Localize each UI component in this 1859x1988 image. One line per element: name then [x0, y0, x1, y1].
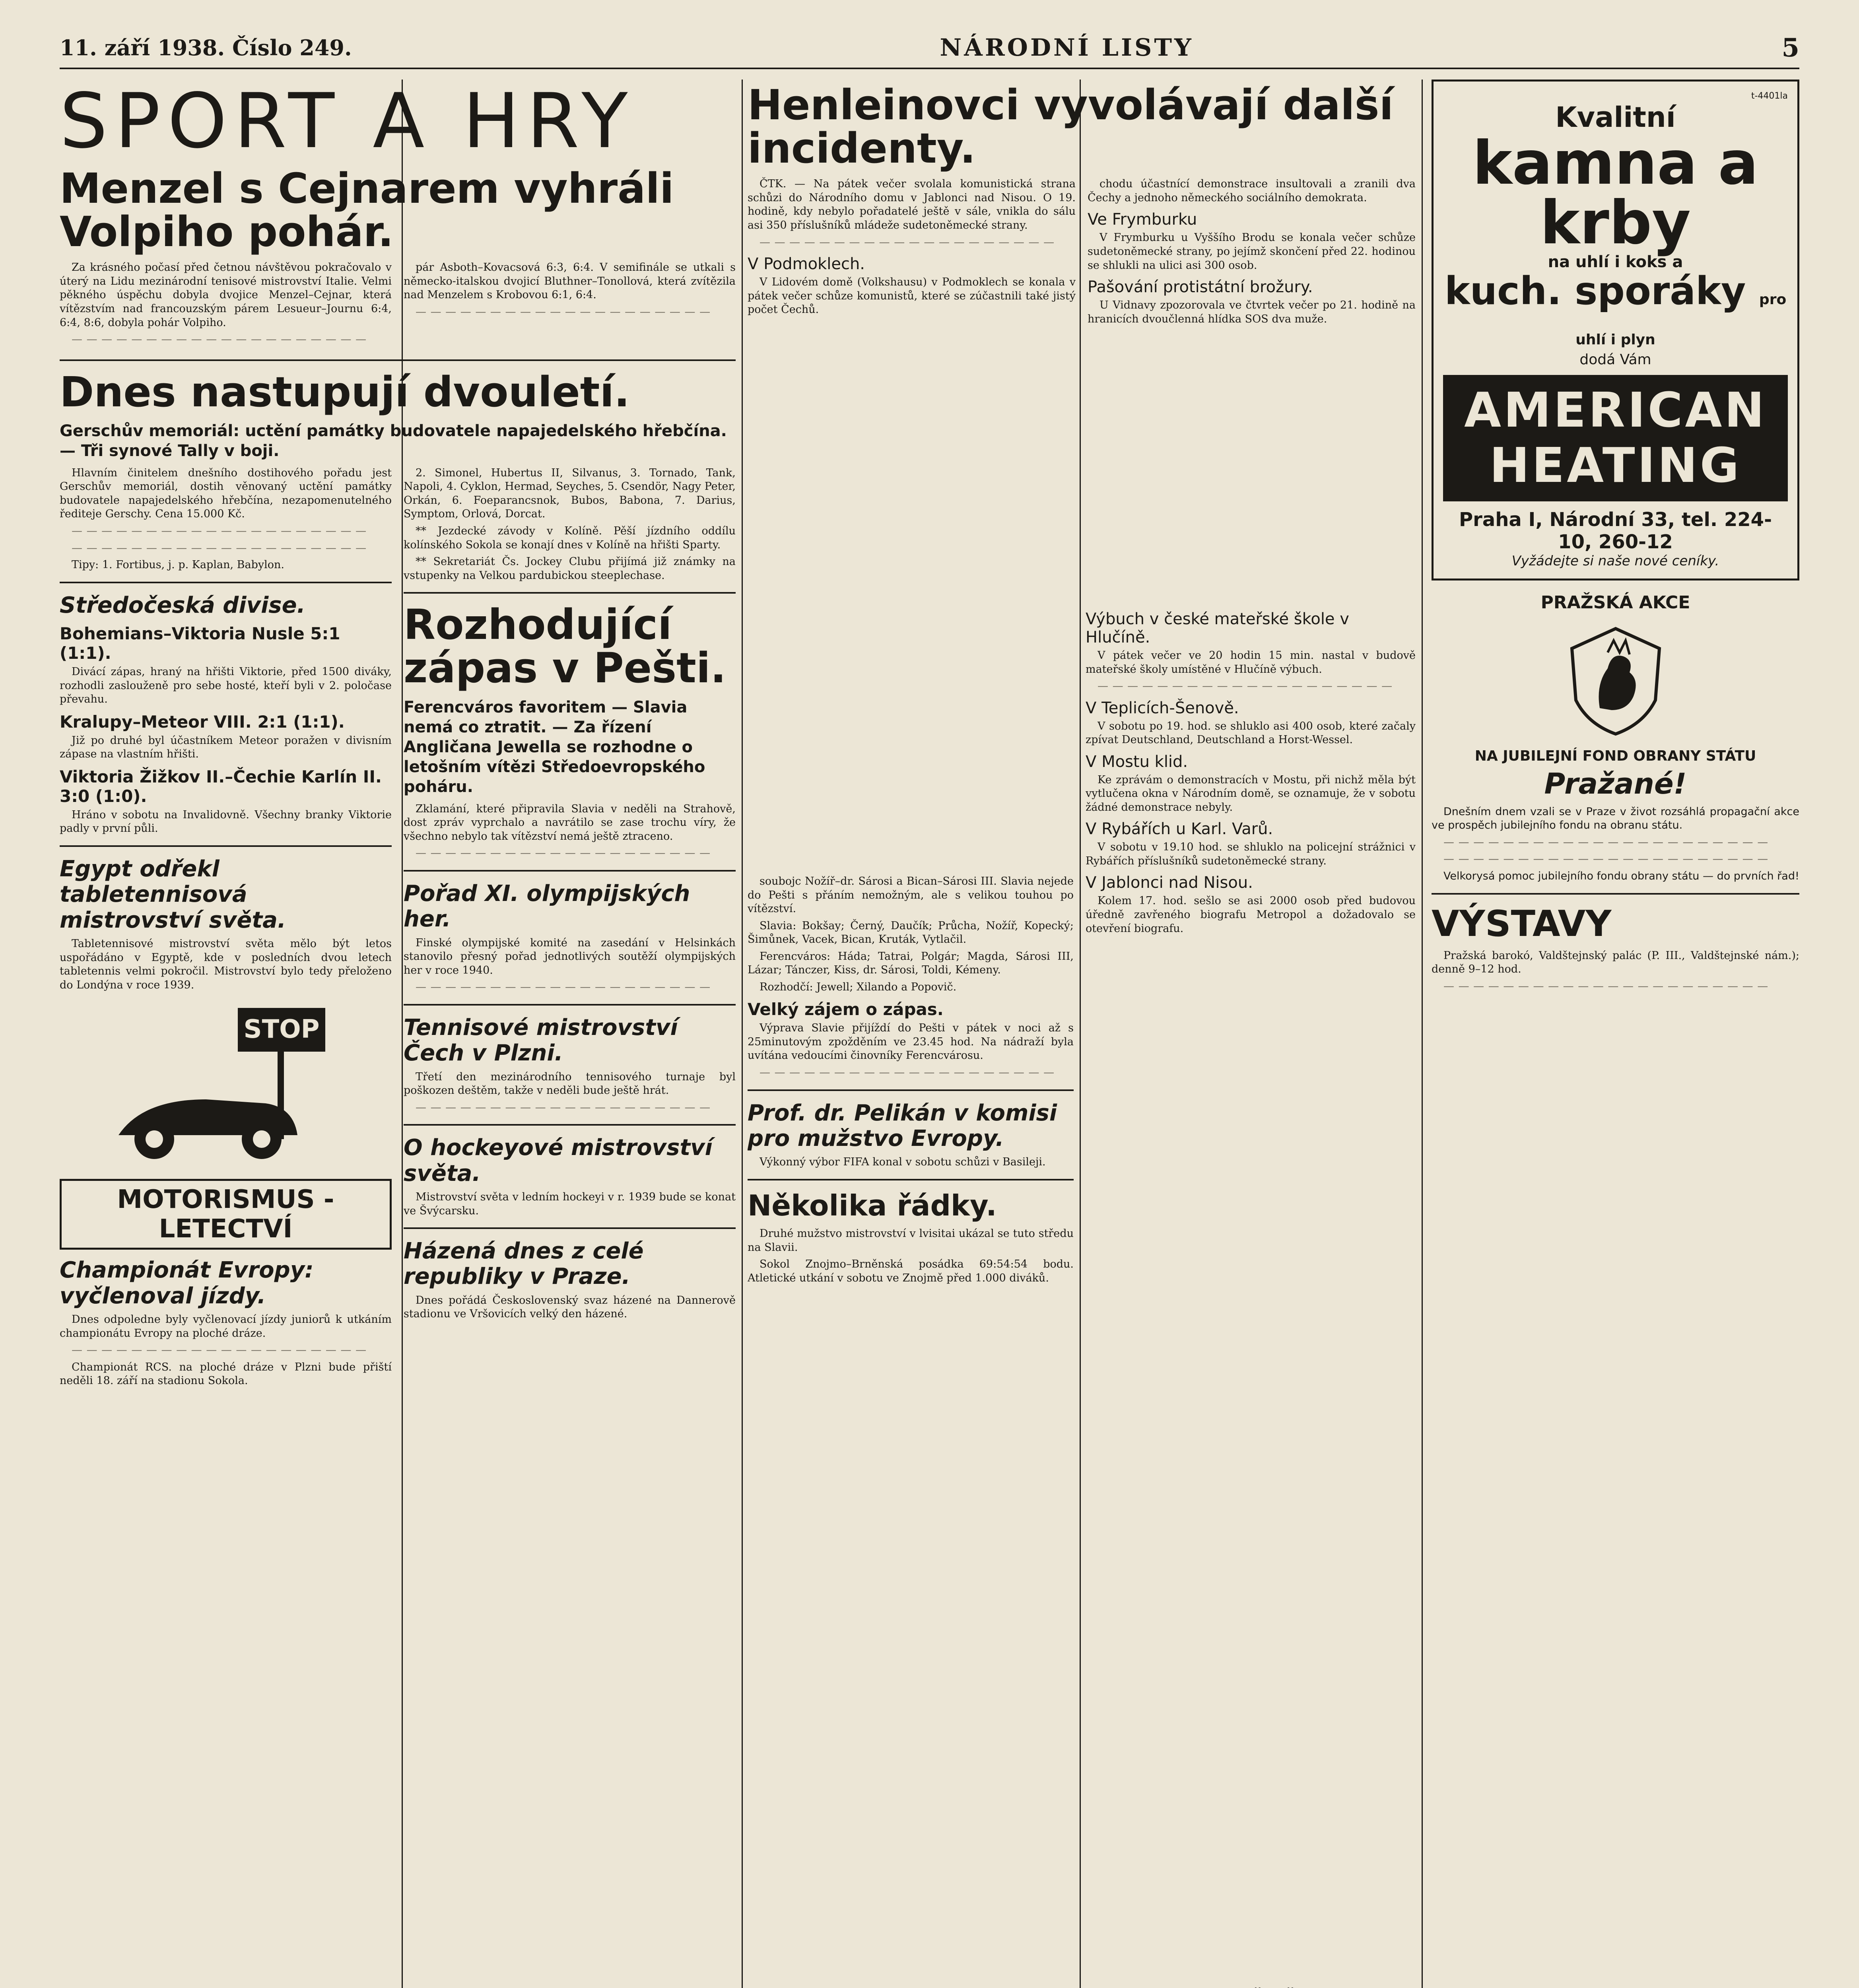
column-5: t-4401la Kvalitní kamna a krby na uhlí i koks a kuch. sporáky pro uhlí i plyn dodá Vám AMERICAN HEATING Praha I, Národní 33, tel. 224-10, 260-12 Vyžádejte si naše nové ceníky. PRAŽSKÁ AKCE NA JUBILEJNÍ FOND OBRANY STÁTU Pražané! Dnešním dnem vzali se v Praze v život rozsáhlá propagační akce ve prospěch jubilejního fondu na obranu státu. — — — — — — — — — — — — — — — — — — — — — — — — — — — — — — — — — — — — — — — — — — — — Velkorysá pomoc jubilejního fondu obrany státu — do prvních řad! VÝSTAVY Pražská barokó, Valdštejnský palác (P. III., Valdštejnské nám.); denně 9–12 hod. — — — — — — — — — — — — — — — — — — — — — — — [1432, 80, 1799, 1980]
column-3: soubojc Nožíř–dr. Sárosi a Bican–Sárosi III. Slavia nejede do Pešti s přáním nemožným, ale s velikou touhou po vítězství. Slavia: Bokšay; Černý, Daučík; Průcha, Nožíř, Kopecký; Šimůnek, Vacek, Bican, Kruták, Vytlačil. Ferencváros: Háda; Tatrai, Polgár; Magda, Sárosi III, Lázar; Tánczer, Kiss, dr. Sárosi, Toldi, Kémeny. Rozhodčí: Jewell; Xilando a Popovič. Velký zájem o zápas. Výprava Slavie přijíždí do Pešti v pátek v noci až s 25minutovým zpožděním ve 23.45 hod. Na nádraží byla uvítána vedoucími činovníky Ferencvárosu. — — — — — — — — — — — — — — — — — — — — Prof. dr. Pelikán v komisi pro mužstvo Evropy. Výkonný výbor FIFA konal v sobotu schůzi v Basileji. Několika řádky. Druhé mužstvo mistrovství v lvisitai ukázal se tuto středu na Slavii. Sokol Znojmo–Brněnská posádka 69:54:54 bodu. Atletické utkání v sobotu ve Znojmě před 1.000 diváků. — [748, 80, 1074, 1988]
article-text: Ke zprávám o demonstracích v Mostu, při nichž měla být vytlučena okna v Národním domě, se oznamuje, že v sobotu žádné demonstrace nebyly. — [1086, 773, 1416, 813]
notice-text: Dnešním dnem vzali se v Praze v život rozsáhlá propagační akce ve prospěch jubilejního fondu na obranu státu. — [1432, 805, 1799, 832]
match-result: Viktoria Žižkov II.–Čechie Karlín II. 3:0 (1:0). — [60, 767, 382, 806]
article-text: Zklamání, které připravila Slavia v neděli na Strahově, dost zpráv vyprchalo a navrátilo se zase trochu víry, že všechno nebylo tak vítězství nemá ještě ztraceno. — [404, 802, 736, 843]
ad-address: Praha I, Národní 33, tel. 224-10, 260-12 — [1459, 508, 1772, 553]
article-text: ČTK. — Na pátek večer svolala komunistická strana schůzi do Národního domu v Jablonci nad Nisou. O 19. hodině, kdy nebylo pořadatelé ještě v sále, vnikla do sálu asi 350 příslušníků mládeže sudetoněmecké strany. — [748, 178, 1076, 232]
ad-line: dodá Vám — [1579, 351, 1651, 368]
issue-date: 11. září 1938. Číslo 249. — [60, 35, 352, 60]
notice-title: PRAŽSKÁ AKCE — [1540, 592, 1690, 613]
article-text: Za krásného počasí před četnou návštěvou pokračovalo v úterý na Lidu mezinárodní tenisové mistrovství Italie. Velmi pěkného úspěchu dobyla dvojice Menzel–Cejnar, která vítězstvím nad francouzským párem Lesueur–Journu 6:4, 6:4, 8:6, dobyla pohár Volpiho. — [60, 261, 392, 329]
page-header — [60, 28, 1799, 69]
article-text: ** Jezdecké závody v Kolíně. Pěší jízdního oddílu kolínského Sokola se konají dnes v Kolíně na hřišti Sparty. — [404, 525, 736, 551]
article-headline: Menzel s Cejnarem vyhráli Volpiho pohár. — [60, 164, 674, 256]
article-headline: Několika řádky. — [748, 1188, 997, 1222]
article-text: 2. Simonel, Hubertus II, Silvanus, 3. Tornado, Tank, Napoli, 4. Cyklon, Hermad, Seyches, 5. Csendör, Nagy Peter, Orkán, 6. Foeparancsnok, Bubos, Babona, 7. Darius, Symptom, Orlová, Dorcat. — [404, 466, 736, 520]
article-headline: Házená dnes z celé republiky v Praze. — [404, 1238, 644, 1290]
american-heating-ad — [1432, 80, 1799, 580]
article-text: pár Asboth–Kovacsová 6:3, 6:4. V semifinále se utkali s německo-italskou dvojicí Bluthner–Tonollová, která zvítězila nad Menzelem s Krobovou 6:1, 6:4. — [404, 261, 736, 301]
defense-fund-notice: PRAŽSKÁ AKCE NA JUBILEJNÍ FOND OBRANY STÁTU Pražané! Dnešním dnem vzali se v Praze v život rozsáhlá propagační akce ve prospěch jubilejního fondu na obranu státu. — — — — — — — — — — — — — — — — — — — — — — — — — — — — — — — — — — — — — — — — — — — — Velkorysá pomoc jubilejního fondu obrany státu — do prvních řad! — [1432, 592, 1799, 883]
article-text: Divácí zápas, hraný na hřišti Viktorie, před 1500 diváky, rozhodli zaslouženě pro sebe hosté, kteří byli v 2. poločase převahu. — [60, 666, 392, 706]
article-text: V pátek večer ve 20 hodin 15 min. nastal v budově mateřské školy umístěné v Hlučíně výbuch. — [1086, 649, 1416, 676]
article-text: Tabletennisové mistrovství světa mělo být letos uspořádáno v Egyptě, kde v posledních dvou letech tabletennis velmi pokročil. Mistrovství bylo tedy přeloženo do Londýna v roce 1939. — [60, 938, 392, 991]
american-heating-logo: AMERICAN HEATING — [1443, 375, 1788, 501]
article-text: V sobotu v 19.10 hod. se shluklo na policejní strážnici v Rybářích příslušníků sudetoněmecké strany. — [1086, 841, 1416, 867]
column-rule — [1422, 80, 1423, 1988]
page-number: 5 — [1781, 33, 1799, 63]
article-text: U Vidnavy zpozorovala ve čtvrtek večer po 21. hodině na hranicích dvoučlenná hlídka SOS dva muže. — [1088, 299, 1416, 325]
section-subhead: Ve Frymburku — [1088, 210, 1197, 229]
article-headline: Henleinovci vyvolávají další incidenty. — [748, 81, 1394, 173]
article-subhead: Gerschův memoriál: uctění památky budovatele napajedelského hřebčína. — Tři synové Tally v boji. — [60, 421, 727, 460]
notice-text: Velkorysá pomoc jubilejního fondu obrany státu — do prvních řad! — [1443, 870, 1799, 882]
ad-line: kamna a krby — [1472, 129, 1758, 258]
article-text: Finské olympijské komité na zasedání v Helsinkách stanovilo přesný pořad jednotlivých soutěží olympijských her v roce 1940. — [404, 936, 736, 977]
stop-sign-car-illustration — [107, 1000, 345, 1175]
article-headline: Rozhodující zápas v Pešti. — [404, 600, 726, 693]
section-subhead: V Rybářích u Karl. Varů. — [1086, 820, 1273, 839]
ad-line: na uhlí i koks a — [1548, 253, 1683, 271]
article-text: Již po druhé byl účastníkem Meteor poražen v divisním zápase na vlastním hřišti. — [60, 734, 392, 761]
article-headline: O hockeyové mistrovství světa. — [404, 1135, 713, 1186]
article-subhead: Velký zájem o zápas. — [748, 1000, 944, 1019]
motorism-header: MOTORISMUS - LETECTVÍ — [60, 1179, 392, 1250]
sport-section: SPORT A HRY Menzel s Cejnarem vyhráli Volpiho pohár. Za krásného počasí před četnou návštěvou pokračovalo v úterý na Lidu mezinárodní tenisové mistrovství Italie. Velmi pěkného úspěchu dobyla dvojice Menzel–Cejnar, která vítězstvím nad francouzským párem Lesueur–Journu 6:4, 6:4, 8:6, dobyla pohár Volpiho. — — — — — — — — — — — — — — — — — — — — pár Asboth–Kovacsová 6:3, 6:4. V semifinále se utkali s německo-italskou dvojicí Bluthner–Tonollová, která zvítězila nad Menzelem s Krobovou 6:1, 6:4. — — — — — — — — — — — — — — — — — — — — Dnes nastupují dvouletí. Gerschův memoriál: uctění památky budovatele napajedelského hřebčína. — Tři synové Tally v boji. Hlavním činitelem dnešního dostihového pořadu jest Gerschův memoriál, dostih věnovaný uctění památky budovatele napajedelského hřebčína, nezapomenutelného řediteje Gerschy. Cena 15.000 Kč. — — — — — — — — — — — — — — — — — — — — — — — — — — — — — — — — — — — — — — — — Tipy: 1. Fortibus, j. p. Kaplan, Babylon. Středočeská divise. Bohemians–Viktoria Nusle 5:1 (1:1). Divácí zápas, hraný na hřišti Viktorie, před 1500 diváky, rozhodli zaslouženě pro sebe hosté, kteří byli v 2. poločase převahu. Kralupy–Meteor VIII. 2:1 (1:1). Již po druhé byl účastníkem Meteor poražen v divisním zápase na vlastním hřišti. Viktoria Žižkov II.–Čechie Karlín II. 3:0 (1:0). Hráno v sobotu na Invalidovně. Všechny branky Viktorie padly v první půli. Egypt odřekl tabletennisová mistrovství světa. Tabletennisové mistrovství světa mělo být letos uspořádáno v Egyptě, kde v posledních dvou letech tabletennis velmi pokročil. Mistrovství bylo tedy přeloženo do Londýna v roce 1939. STOP MOTORISMUS - LETECTVÍ Championát Evropy: vyčlenoval jízdy. Dnes odpoledne byly vyčlenovací jízdy juniorů k utkáním championátu Evropy na ploché dráze. — — — — — — — — — — — — — — — — — — — — Championát RCS. na ploché dráze v Plzni bude přiští neděli 18. září na stadionu Sokola. 2. Simonel, Hubertus II, Silvanus, 3. Tornado, Tank, Napoli, 4. Cyklon, Hermad, Seyches, 5. Csendör, Nagy Peter, Orkán, 6. Foeparancsnok, Bubos, Babona, 7. Darius, Symptom, Orlová, Dorcat. ** Jezdecké závody v Kolíně. Pěší jízdního oddílu kolínského Sokola se konají dnes v Kolíně na hřišti Sparty. ** Sekretariát Čs. Jockey Clubu přijímá již známky na vstupenky na Velkou pardubickou steeplechase. Rozhodující zápas v Pešti. Ferencváros favoritem — Slavia nemá co ztratit. — Za řízení Angličana Jewella se rozhodne o letošním vítězi Středoevropského poháru. Zklamání, které připravila Slavia v neděli na Strahově, dost zpráv vyprchalo a navrátilo se zase trochu víry, že všechno nebylo tak vítězství nemá ještě ztraceno. — — — — — — — — — — — — — — — — — — — — Pořad XI. olympijských her. Finské olympijské komité na zasedání v Helsinkách stanovilo přesný pořad jednotlivých soutěží olympijských her v roce 1940. — — — — — — — — — — — — — — — — — — — — Tennisové mistrovství Čech v Plzni. Třetí den mezinárodního tennisového turnaje byl poškozen deštěm, takže v neděli bude ještě hrát. — — — — — — — — — — — — — — — — — — — — O hockeyové mistrovství světa. Mistrovství světa v ledním hockeyi v r. 1939 bude se konat ve Švýcarsku. Házená dnes z celé republiky v Praze. Dnes pořádá Československý svaz házené na Dannerově stadionu ve Vršovicích velký den házené. — [60, 80, 736, 1988]
ad-id: t-4401la — [1751, 91, 1788, 101]
article-text: Dnes pořádá Československý svaz házené na Dannerově stadionu ve Vršovicích velký den házené. — [404, 1294, 736, 1320]
article-subhead: Ferencváros favoritem — Slavia nemá co ztratit. — Za řízení Angličana Jewella se rozhodne o letošním vítězi Středoevropského poháru. — [404, 698, 705, 796]
exhibitions-title: VÝSTAVY — [1432, 903, 1612, 945]
lion-emblem-icon — [1564, 621, 1667, 740]
article-text: Výprava Slavie přijíždí do Pešti v pátek v noci až s 25minutovým zpožděním ve 23.45 hod. Na nádraží byla uvítána vedoucími činovníky Ferencvárosu. — [748, 1022, 1074, 1062]
article-text: Mistrovství světa v ledním hockeyi v r. 1939 bude se konat ve Švýcarsku. — [404, 1190, 736, 1217]
article-text: Kolem 17. hod. sešlo se asi 2000 osob před budovou úředně zavřeného biografu Metropol a dožadovalo se otevření biografu. — [1086, 895, 1416, 935]
article-text: Výkonný výbor FIFA konal v sobotu schůzi v Basileji. — [760, 1156, 1046, 1169]
notice-fund: NA JUBILEJNÍ FOND OBRANY STÁTU — [1474, 747, 1756, 764]
column-rule — [742, 80, 743, 1988]
article-text: Hlavním činitelem dnešního dostihového pořadu jest Gerschův memoriál, dostih věnovaný uctění památky budovatele napajedelského hřebčína, nezapomenutelného řediteje Gerschy. Cena 15.000 Kč. — [60, 466, 392, 520]
section-subhead: V Teplicích-Šenově. — [1086, 699, 1239, 717]
article-headline: Egypt odřekl tabletennisová mistrovství světa. — [60, 856, 286, 933]
notice-head: Pražané! — [1544, 767, 1687, 800]
exhibition-entry: Pražská barokó, Valdštejnský palác (P. III., Valdštejnské nám.); denně 9–12 hod. — [1432, 949, 1799, 976]
team-lineup: Ferencváros: Háda; Tatrai, Polgár; Magda, Sárosi III, Lázar; Tánczer, Kiss, dr. Sárosi, Toldi, Kémeny. — [748, 950, 1074, 977]
section-subhead: V Jablonci nad Nisou. — [1086, 874, 1253, 892]
article-text: Dnes odpoledne byly vyčlenovací jízdy juniorů k utkáním championátu Evropy na ploché dráze. — [60, 1313, 392, 1340]
section-subhead: Pašování protistátní brožury. — [1088, 278, 1313, 297]
article-text: Druhé mužstvo mistrovství v lvisitai ukázal se tuto středu na Slavii. — [748, 1227, 1074, 1254]
article-headline: Championát Evropy: vyčlenoval jízdy. — [60, 1257, 314, 1309]
article-text: Třetí den mezinárodního tennisového turnaje byl poškozen deštěm, takže v neděli bude ještě hrát. — [404, 1070, 736, 1097]
article-headline: Prof. dr. Pelikán v komisi pro mužstvo Evropy. — [748, 1100, 1057, 1151]
article-text: soubojc Nožíř–dr. Sárosi a Bican–Sárosi III. Slavia nejede do Pešti s přáním nemožným, ale s velikou touhou po vítězství. — [748, 875, 1074, 915]
article-text: Tipy: 1. Fortibus, j. p. Kaplan, Babylon. — [72, 559, 284, 571]
ad-tagline: Vyžádejte si naše nové ceníky. — [1511, 553, 1719, 569]
match-result: Kralupy–Meteor VIII. 2:1 (1:1). — [60, 712, 345, 732]
referee: Rozhodčí: Jewell; Xilando a Popovič. — [760, 980, 957, 993]
section-subhead: V Mostu klid. — [1086, 752, 1188, 771]
article-text: ** Sekretariát Čs. Jockey Clubu přijímá již známky na vstupenky na Velkou pardubickou steeplechase. — [404, 555, 736, 582]
article-headline: Pořad XI. olympijských her. — [404, 880, 690, 932]
article-text: Sokol Znojmo–Brněnská posádka 69:54:54 bodu. Atletické utkání v sobotu ve Znojmě před 1.000 diváků. — [748, 1258, 1074, 1284]
article-headline: Středočeská divise. — [60, 592, 305, 618]
ad-line: pro uhlí i plyn — [1575, 291, 1787, 348]
newspaper-name: NÁRODNÍ LISTY — [940, 34, 1194, 62]
ad-line: Kvalitní — [1555, 101, 1676, 134]
column-4: Výbuch v české mateřské škole v Hlučíně. V pátek večer ve 20 hodin 15 min. nastal v budově mateřské školy umístěné v Hlučíně výbuch. — — — — — — — — — — — — — — — — — — — — V Teplicích-Šenově. V sobotu po 19. hod. se shluklo asi 400 osob, které začaly zpívat Deutschland, Deutschland a Horst-Wessel. V Mostu klid. Ke zprávám o demonstracích v Mostu, při nichž měla být vytlučena okna v Národním domě, se oznamuje, že v sobotu žádné demonstrace nebyly. V Rybářích u Karl. Varů. V sobotu v 19.10 hod. se shluklo na policejní strážnici v Rybářích příslušníků sudetoněmecké strany. V Jablonci nad Nisou. Kolem 17. hod. sešlo se asi 2000 osob před budovou úředně zavřeného biografu Metropol a dožadovalo se otevření biografu. — [1086, 604, 1416, 1956]
article-text: Hráno v sobotu na Invalidovně. Všechny branky Viktorie padly v první půli. — [60, 808, 392, 835]
article-text: V Lidovém domě (Volkshausu) v Podmoklech se konala v pátek večer schůze komunistů, které se zúčastnili také jistý počet Čechů. — [748, 276, 1076, 316]
section-subhead: V Podmoklech. — [748, 255, 865, 274]
article-headline: Dnes nastupují dvouletí. — [60, 367, 630, 416]
section-subhead: Výbuch v české mateřské škole v Hlučíně. — [1086, 610, 1349, 646]
article-text: V Frymburku u Vyššího Brodu se konala večer schůze sudetoněmecké strany, po jejímž skončení před 22. hodinou se shlukli na ulici asi 300 osob. — [1088, 231, 1416, 272]
section-title: SPORT A HRY — [60, 80, 635, 165]
article-headline: Tennisové mistrovství Čech v Plzni. — [404, 1014, 678, 1066]
article-text: V sobotu po 19. hod. se shluklo asi 400 osob, které začaly zpívat Deutschland, Deutschland a Horst-Wessel. — [1086, 720, 1416, 746]
article-text: chodu účastnící demonstrace insultovali a zranili dva Čechy a jednoho německého sociálního demokrata. — [1088, 178, 1416, 204]
politics-article: Henleinovci vyvolávají další incidenty. ČTK. — Na pátek večer svolala komunistická strana schůzi do Národního domu v Jablonci nad Nisou. O 19. hodině, kdy nebylo pořadatelé ještě v sále, vnikla do sálu asi 350 příslušníků mládeže sudetoněmecké strany. — — — — — — — — — — — — — — — — — — — — V Podmoklech. V Lidovém domě (Volkshausu) v Podmoklech se konala v pátek večer schůze komunistů, které se zúčastnili také jistý počet Čechů. chodu účastnící demonstrace insultovali a zranili dva Čechy a jednoho německého sociálního demokrata. Ve Frymburku V Frymburku u Vyššího Brodu se konala večer schůze sudetoněmecké strany, po jejímž skončení před 22. hodinou se shlukli na ulici asi 300 osob. Pašování protistátní brožury. U Vidnavy zpozorovala ve čtvrtek večer po 21. hodině na hranicích dvoučlenná hlídka SOS dva muže. — [748, 80, 1416, 596]
ad-line: kuch. sporáky — [1444, 269, 1746, 313]
stop-label: STOP — [243, 1015, 320, 1044]
article-text: Championát RCS. na ploché dráze v Plzni bude přiští neděli 18. září na stadionu Sokola. — [60, 1361, 392, 1387]
team-lineup: Slavia: Bokšay; Černý, Daučík; Průcha, Nožíř, Kopecký; Šimůnek, Vacek, Bican, Kruták, Vytlačil. — [748, 919, 1074, 946]
match-result: Bohemians–Viktoria Nusle 5:1 (1:1). — [60, 624, 340, 663]
